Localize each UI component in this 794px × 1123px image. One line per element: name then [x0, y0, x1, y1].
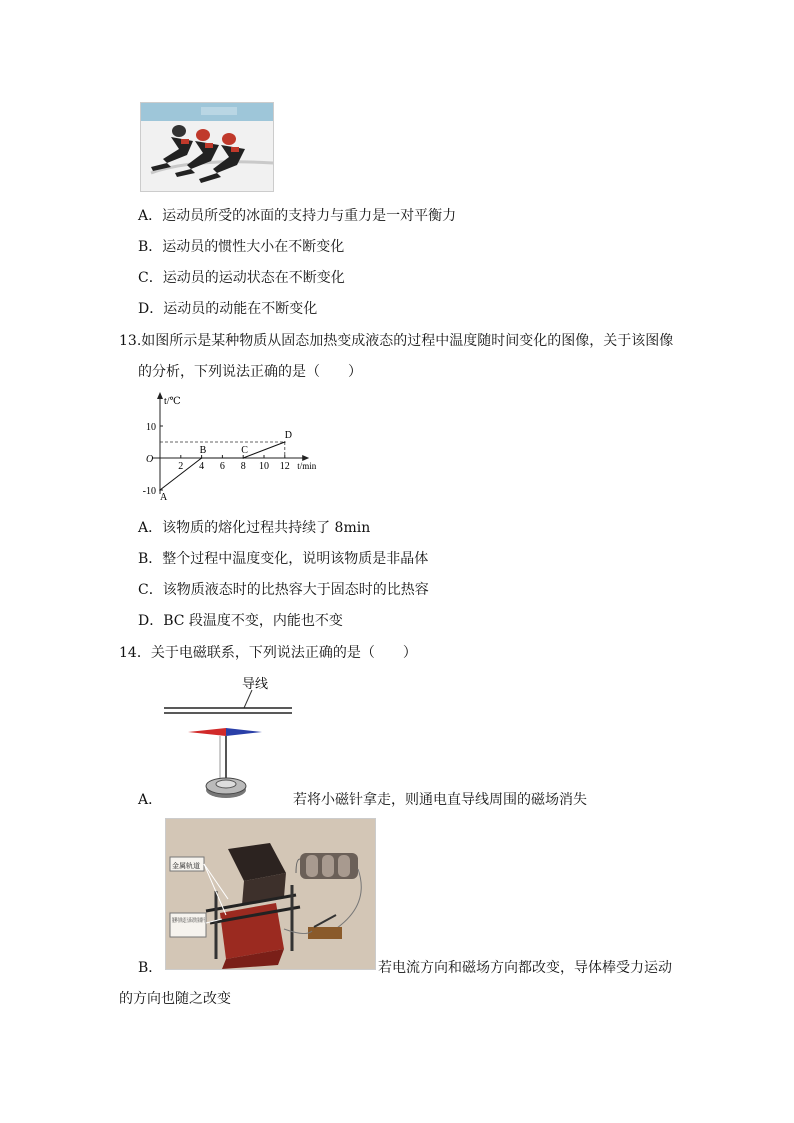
- point-A: [159, 489, 161, 491]
- q13-option-c: C．该物质液态时的比热容大于固态时的比热容: [138, 582, 429, 598]
- q13-stem-line2: 的分析，下列说法正确的是（ ）: [138, 364, 362, 380]
- x-tick-label: 2: [178, 461, 184, 472]
- x-tick-label: 10: [259, 461, 269, 472]
- q12-option-d: D．运动员的动能在不断变化: [138, 301, 318, 317]
- x-tick-label: 12: [279, 461, 290, 472]
- q13-option-a: A．该物质的熔化过程共持续了 8min: [138, 520, 371, 536]
- wire-label: 导线: [242, 676, 269, 691]
- y-axis-arrow: [157, 392, 163, 399]
- q12-option-c: C．运动员的运动状态在不断变化: [138, 270, 345, 286]
- point-C: [242, 457, 244, 459]
- origin-label: O: [146, 454, 154, 465]
- y-tick-label: -10: [142, 486, 156, 497]
- rolling-rod-label: [172, 916, 205, 924]
- q14-option-b-text-line2: 的方向也随之改变: [119, 991, 231, 1007]
- point-label-B: B: [199, 445, 207, 456]
- x-axis-label: t/min: [297, 461, 317, 471]
- point-label-C: C: [241, 445, 248, 456]
- q13-stem-line1: 13.如图所示是某种物质从固态加热变成液态的过程中温度随时间变化的图像，关于该图像: [119, 333, 674, 349]
- speed-skating-photo: [140, 102, 274, 192]
- q13-option-b: B．整个过程中温度变化，说明该物质是非晶体: [138, 551, 429, 567]
- point-B: [201, 457, 203, 459]
- metal-rail-label: 金属轨道: [172, 862, 200, 870]
- x-tick-label: 4: [199, 461, 205, 472]
- q14-option-a-prefix: A．: [138, 792, 163, 808]
- y-axis-label: t/℃: [164, 396, 181, 407]
- q14-option-a-text: 若将小磁针拿走，则通电直导线周围的磁场消失: [293, 792, 587, 808]
- oersted-experiment-figure: [160, 672, 296, 804]
- y-tick-label: 10: [146, 422, 156, 433]
- point-label-D: D: [284, 430, 293, 441]
- compass-needle-icon: [188, 728, 262, 736]
- point-D: [284, 441, 286, 443]
- q14-option-b-text: 若电流方向和磁场方向都改变，导体棒受力运动: [378, 960, 672, 976]
- x-tick-label: 6: [219, 461, 225, 472]
- x-tick-label: 8: [240, 461, 246, 472]
- motor-experiment-photo: [165, 818, 376, 970]
- q14-option-b-prefix: B．: [138, 960, 163, 976]
- q12-option-a: A．运动员所受的冰面的支持力与重力是一对平衡力: [138, 208, 457, 224]
- q12-option-b: B．运动员的惯性大小在不断变化: [138, 239, 345, 255]
- q13-option-d: D．BC 段温度不变，内能也不变: [138, 613, 343, 629]
- q14-stem: 14．关于电磁联系，下列说法正确的是（ ）: [119, 645, 417, 661]
- temperature-time-chart: [138, 392, 328, 504]
- point-label-A: A: [160, 492, 168, 503]
